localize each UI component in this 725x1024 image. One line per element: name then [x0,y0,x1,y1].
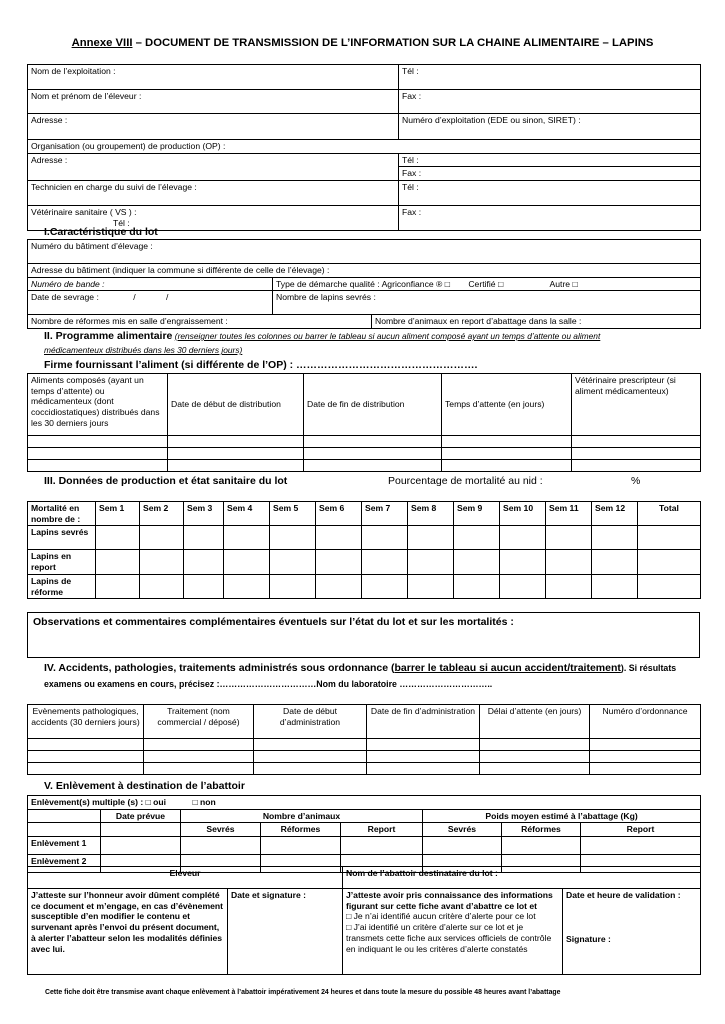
table-row [28,460,701,472]
veterinaire-label: Vétérinaire sanitaire ( VS ) : [31,207,137,218]
nom-eleveur-field[interactable]: Nom et prénom de l’éleveur : [28,90,399,114]
batiment-field[interactable]: Numéro du bâtiment d’élevage : [28,240,701,264]
col-report: Report [341,823,423,837]
atteste-abattoir-cell [343,889,563,975]
section4-table [27,704,701,775]
section1-title: I.Caractéristique du lot [44,226,158,238]
row-lapins-reforme: Lapins de réforme [28,574,96,598]
adresse-field[interactable]: Adresse : [28,114,399,140]
page-title [0,37,725,49]
col-poids-reformes: Réformes [502,823,581,837]
col-nombre-animaux: Nombre d’animaux [181,809,423,823]
date-sevrage-label: Date de sevrage : [31,292,99,303]
section2-table [27,373,701,472]
tel-op-field[interactable]: Tél : [399,153,701,167]
date-slash-1: / [133,292,136,303]
table-row [28,763,701,775]
title-prefix: Annexe VIII [71,37,133,49]
tel-vet-label: Tél : [113,217,130,228]
section5-table [27,795,701,873]
col-sem7: Sem 7 [362,502,408,526]
col-traitement: Traitement (nom commercial / déposé) [144,705,254,739]
col-sem1: Sem 1 [96,502,140,526]
table-row [28,436,701,448]
adresse-op-field[interactable]: Adresse : [28,153,399,180]
date-validation-label: Date et heure de validation : [566,890,681,900]
section4-heading [44,660,676,692]
col-poids-moyen: Poids moyen estimé à l’abattage (Kg) [423,809,701,823]
table-row [28,448,701,460]
section2-note-1: (renseigner toutes les colonnes ou barrer le tableau si aucun aliment composé ayant un temps d’attente ou aliment [174,331,601,341]
col-ordonnance: Numéro d’ordonnance [590,705,701,739]
col-temps-attente: Temps d’attente (en jours) [442,374,572,436]
firme-field[interactable]: Firme fournissant l’aliment (si différente de l’OP) : ……………………………………………. [44,359,478,371]
table-row [28,751,701,763]
mortalite-nid-field[interactable]: Pourcentage de mortalité au nid : [388,475,543,487]
percent-label: % [631,475,641,487]
col-reformes: Réformes [261,823,341,837]
validation-cell[interactable] [563,889,701,975]
col-sem3: Sem 3 [184,502,224,526]
section4-title: IV. Accidents, pathologies, traitements administrés sous ordonnance ( [44,662,395,674]
nom-exploitation-field[interactable]: Nom de l’exploitation : [28,65,399,90]
reformes-salle-field[interactable]: Nombre de réformes mis en salle d’engraissement : [28,315,372,329]
type-demarche-field[interactable] [273,277,701,291]
title-rest: – DOCUMENT DE TRANSMISSION DE L’INFORMATION SUR LA CHAINE ALIMENTAIRE – LAPINS [132,37,654,49]
agriconfiance-checkbox[interactable]: Type de démarche qualité : Agriconfiance ® □ [276,278,450,289]
date-sevrage-field[interactable] [28,291,273,315]
section2-heading [44,329,600,357]
col-sem12: Sem 12 [592,502,638,526]
table-header-row [28,705,701,739]
col-date-debut: Date de début de distribution [168,374,304,436]
multiple-oui-checkbox[interactable]: Enlèvement(s) multiple (s) : □ oui [31,797,167,807]
section3-table [27,501,701,599]
section4-barrer: barrer le tableau si aucun accident/traitement [394,662,621,674]
col-poids-sevres: Sevrés [423,823,502,837]
row-enlevement-1: Enlèvement 1 [28,837,101,855]
col-sem9: Sem 9 [454,502,500,526]
col-sem6: Sem 6 [316,502,362,526]
col-date-fin-admin: Date de fin d’administration [367,705,480,739]
row-enlevement-2: Enlèvement 2 [28,855,101,873]
signature-label: Signature : [566,933,611,944]
col-date-fin: Date de fin de distribution [304,374,442,436]
col-date-debut-admin: Date de début d’administration [254,705,367,739]
atteste-eleveur-text: J’atteste sur l’honneur avoir dûment complété ce document et m’engage, en cas d’évènement susceptible d’en modifier le contenu et survenant après l’envoi du présent document, à alerter l’abatteur selon les modalités définies avec lui. [28,889,228,975]
col-sevres: Sevrés [181,823,261,837]
enlevement-multiple-row[interactable] [28,796,701,810]
section4-line2: examens ou examens en cours, précisez :……………………………Nom du laboratoire ………………………….. [44,679,493,690]
table-header-row [28,502,701,526]
col-sem10: Sem 10 [500,502,546,526]
col-evenements: Evènements pathologiques, accidents (30 derniers jours) [28,705,144,739]
section4-title-end: ). Si résultats [620,663,677,673]
col-total: Total [638,502,701,526]
table-row [28,526,701,550]
numero-exploitation-field[interactable]: Numéro d’exploitation (EDE ou sinon, SIRET) : [399,114,701,140]
autre-checkbox[interactable]: Autre □ [549,278,578,289]
adresse-batiment-field[interactable]: Adresse du bâtiment (indiquer la commune si différente de celle de l’élevage) : [28,264,701,278]
fax-field[interactable]: Fax : [399,90,701,114]
row-lapins-sevres: Lapins sevrés [28,526,96,550]
table-row [28,837,701,855]
observations-label: Observations et commentaires complémentaires éventuels sur l’état du lot et sur les mortalités : [33,616,514,628]
section2-title: II. Programme alimentaire [44,330,173,342]
section5-title: V. Enlèvement à destination de l’abattoir [44,780,245,792]
table-row [28,550,701,574]
nom-abattoir-field[interactable]: Nom de l’abattoir destinataire du lot : [343,867,701,889]
signature-table [27,866,701,975]
col-poids-report: Report [581,823,701,837]
fax-vet-field[interactable]: Fax : [399,206,701,231]
col-sem2: Sem 2 [140,502,184,526]
technicien-field[interactable]: Technicien en charge du suivi de l’élevage : [28,181,399,206]
fax-op-field[interactable]: Fax : [399,167,701,181]
section1-table [27,239,701,329]
table-row [28,574,701,598]
report-abattage-field[interactable]: Nombre d’animaux en report d’abattage dans la salle : [372,315,701,329]
date-slash-2: / [166,292,169,303]
section2-note-2: médicamenteux distribués dans les 30 derniers jours) [44,345,243,356]
section3-title: III. Données de production et état sanitaire du lot [44,475,288,487]
atteste-abattoir-intro: J’atteste avoir pris connaissance des informations figurant sur cette fiche avant d’abattre ce lot et [346,890,553,911]
observations-box[interactable] [27,612,700,658]
certifie-checkbox[interactable]: Certifié □ [468,278,504,289]
footer-note: Cette fiche doit être transmise avant chaque enlèvement à l’abattoir impérativement 24 heures et dans toute la mesure du possible 48 heures avant l’abattage [45,989,561,996]
nombre-sevres-field[interactable]: Nombre de lapins sevrés : [273,291,701,315]
col-sem5: Sem 5 [270,502,316,526]
critere-alerte-checkbox[interactable]: □ J’ai identifié un critère d’alerte sur ce lot et je transmets cette fiche aux services officiels de contrôle en indiquant le ou les critères d’alerte constatés [346,922,552,954]
multiple-non-checkbox[interactable]: □ non [192,797,216,807]
numero-bande-field[interactable]: Numéro de bande : [28,277,273,291]
col-veterinaire: Vétérinaire prescripteur (si aliment médicamenteux) [572,374,701,436]
col-delai-attente: Délai d’attente (en jours) [480,705,590,739]
eleveur-header: Eleveur [28,867,343,889]
col-aliments: Aliments composés (ayant un temps d’attente) ou médicamenteux (dont coccidiostatiques) distribués dans les 30 derniers jours [28,374,168,436]
col-date-prevue: Date prévue [101,809,181,823]
table-row [28,739,701,751]
col-sem4: Sem 4 [224,502,270,526]
date-signature-eleveur-field[interactable]: Date et signature : [228,889,343,975]
header-table [27,64,701,231]
organisation-field[interactable]: Organisation (ou groupement) de production (OP) : [28,140,701,154]
tel-tech-field[interactable]: Tél : [399,181,701,206]
col-sem11: Sem 11 [546,502,592,526]
tel-field[interactable]: Tél : [399,65,701,90]
aucun-critere-checkbox[interactable]: □ Je n’ai identifié aucun critère d’alerte pour ce lot [346,911,536,922]
col-sem8: Sem 8 [408,502,454,526]
row-lapins-report: Lapins en report [28,550,96,574]
col-mortalite: Mortalité en nombre de : [28,502,96,526]
